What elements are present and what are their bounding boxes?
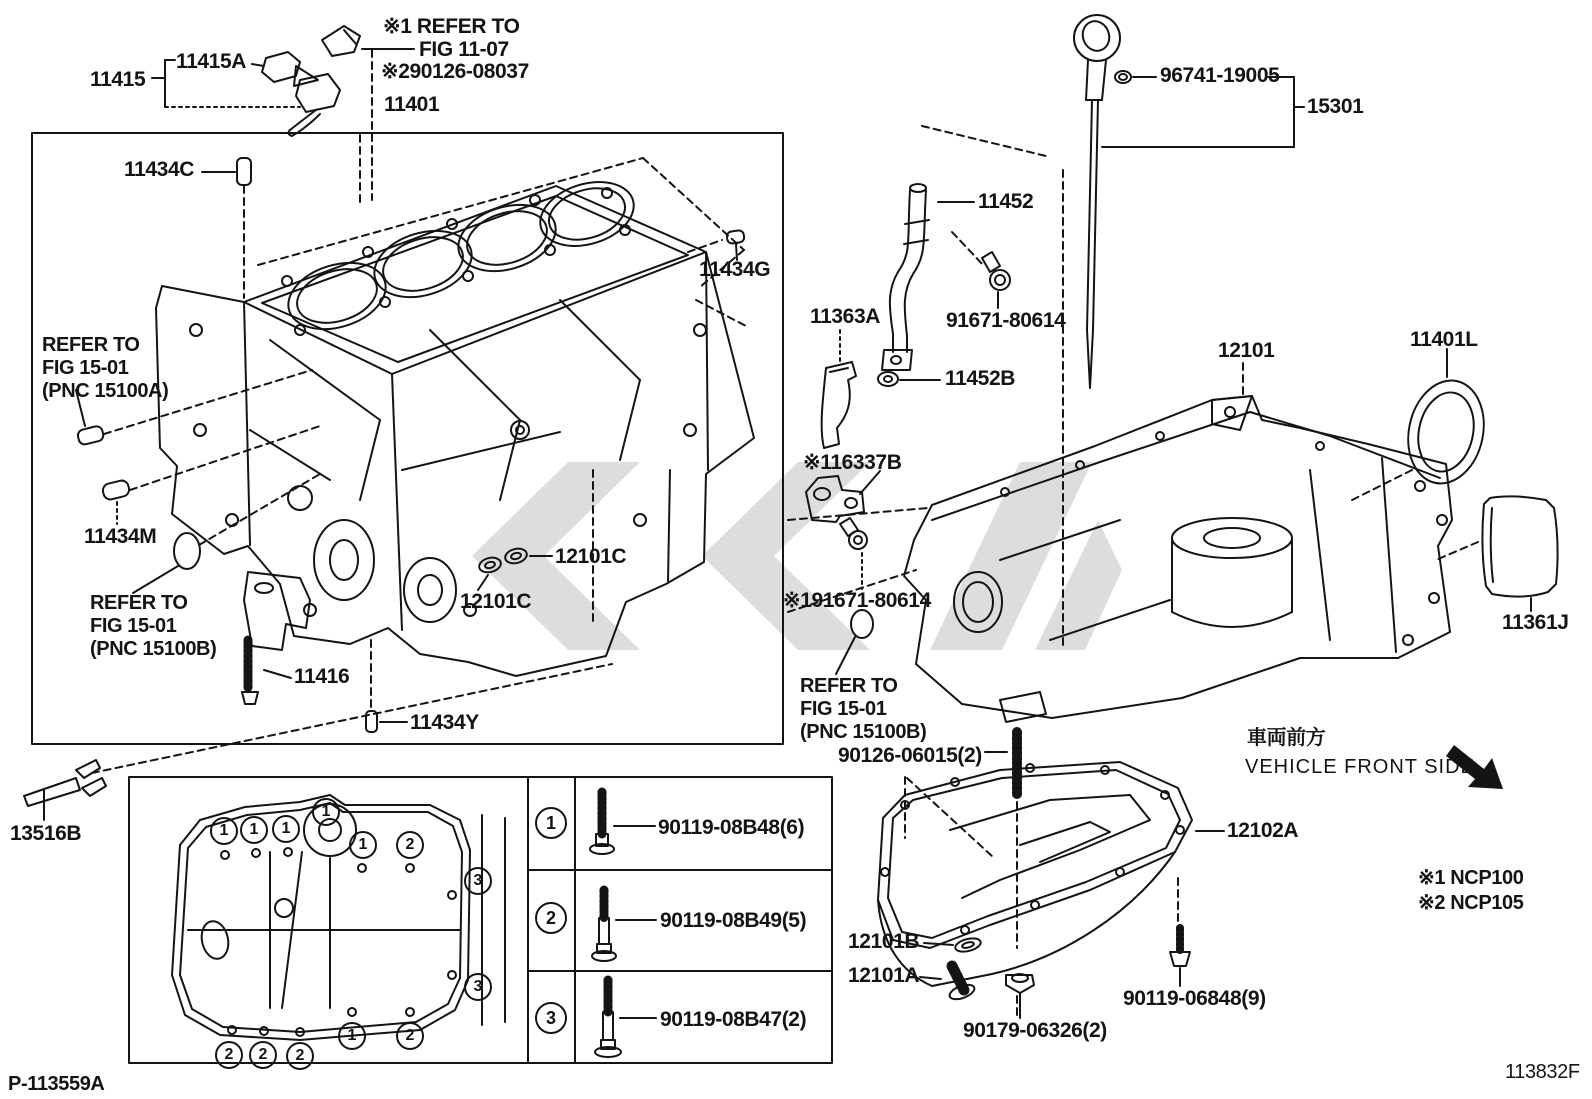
pan-bolt-marker: 2 — [286, 1042, 314, 1070]
refer-note-a-line1: REFER TO — [42, 334, 140, 356]
legend-index-2: 2 — [535, 902, 567, 934]
page-code-bottom-left: P-113559A — [8, 1073, 105, 1095]
pan-bolt-marker: 2 — [215, 1041, 243, 1069]
callout-12101: 12101 — [1218, 339, 1275, 362]
legend-bolt-3-icon — [595, 980, 656, 1057]
legend-index-3: 3 — [535, 1002, 567, 1034]
pan-bolt-marker: 1 — [240, 816, 268, 844]
callout-91671-80614: 91671-80614 — [946, 309, 1066, 332]
variant-note-ncp105: ※2 NCP105 — [1418, 892, 1524, 914]
note-refer-fig11-07-line1: ※1 REFER TO — [383, 15, 520, 38]
bolt-91671-icon — [982, 252, 1010, 308]
note-90126-08037: ※290126-08037 — [381, 60, 529, 83]
refer-note-c-line3: (PNC 15100B) — [800, 721, 927, 743]
callout-11361j: 11361J — [1502, 611, 1569, 634]
knock-sensor-icon — [262, 52, 318, 86]
refer-note-b-line2: FIG 15-01 — [90, 615, 177, 637]
fork-13516b-icon — [24, 760, 106, 820]
legend-part-1: 90119-08B48(6) — [658, 816, 805, 839]
callout-12101c-b: 12101C — [460, 590, 532, 613]
oring-96741-icon — [1115, 71, 1156, 83]
callout-96741-19005: 96741-19005 — [1160, 64, 1280, 87]
vehicle-front-label-en: VEHICLE FRONT SIDE — [1245, 756, 1475, 778]
dipstick-bracket-lines — [1102, 77, 1304, 147]
cylinder-block-art — [156, 171, 754, 676]
callout-11363a: 11363A — [810, 305, 881, 328]
pan-bolt-marker: 1 — [210, 817, 238, 845]
vehicle-front-label-jp: 車両前方 — [1247, 727, 1326, 749]
callout-11434y: 11434Y — [410, 711, 479, 734]
bolt-91671-note-icon — [840, 518, 867, 549]
callout-12101c-a: 12101C — [555, 545, 627, 568]
plug-11434c-icon — [202, 158, 251, 185]
plug-11434g-icon — [726, 230, 745, 260]
plug-11434y-icon — [366, 711, 407, 732]
refer-note-b-line3: (PNC 15100B) — [90, 638, 217, 660]
pan-bolt-marker: 3 — [464, 973, 492, 1001]
callout-12101b: 12101B — [848, 930, 920, 953]
callout-90179-06326: 90179-06326(2) — [963, 1019, 1107, 1042]
note-refer-fig11-07-line2: FIG 11-07 — [419, 38, 509, 61]
oil-tube-11452-icon — [882, 184, 974, 370]
refer-note-a-line3: (PNC 15100A) — [42, 380, 169, 402]
pan-bolt-marker: 1 — [349, 831, 377, 859]
pan-bolt-marker: 3 — [464, 867, 492, 895]
dipstick-15301-icon — [1074, 15, 1120, 388]
strap-11363a-icon — [822, 362, 856, 448]
pan-bolt-marker: 1 — [272, 815, 300, 843]
refer-note-c-line2: FIG 15-01 — [800, 698, 887, 720]
callout-15301: 15301 — [1307, 95, 1364, 118]
callout-91671-80614-note: ※191671-80614 — [783, 589, 931, 612]
legend-index-1: 1 — [535, 807, 567, 839]
callout-12102a: 12102A — [1227, 819, 1299, 842]
pan-bolt-marker: 2 — [396, 1022, 424, 1050]
callout-13516b: 13516B — [10, 822, 82, 845]
legend-part-3: 90119-08B47(2) — [660, 1008, 807, 1031]
refer-note-b-line1: REFER TO — [90, 592, 188, 614]
oring-11452b-icon — [878, 372, 940, 386]
oil-pressure-sensor-icon — [288, 74, 340, 136]
callout-11452b: 11452B — [945, 367, 1016, 390]
callout-11401l: 11401L — [1410, 328, 1478, 351]
callout-16337b: ※116337B — [803, 451, 902, 474]
callout-11434m: 11434M — [84, 525, 157, 548]
pan-bolt-marker: 1 — [312, 798, 340, 826]
figure-code-bottom-right: 113832F — [1505, 1061, 1580, 1083]
nut-90179-icon — [1006, 974, 1034, 1018]
variant-note-ncp100: ※1 NCP100 — [1418, 867, 1524, 889]
pan-bolt-marker: 2 — [396, 831, 424, 859]
callout-11416: 11416 — [294, 665, 350, 688]
callout-11434g: 11434G — [699, 258, 771, 281]
pan-bolt-marker: 2 — [249, 1041, 277, 1069]
bolt-90119-06848-icon — [1170, 928, 1190, 986]
callout-12101a: 12101A — [848, 964, 920, 987]
stud-90126-icon — [985, 732, 1017, 794]
legend-bolt-1-icon — [590, 792, 655, 854]
callout-90119-06848: 90119-06848(9) — [1123, 987, 1266, 1010]
callout-11452: 11452 — [978, 190, 1034, 213]
dowel-11434m-icon — [101, 479, 130, 501]
callout-11415: 11415 — [90, 68, 146, 91]
refer-note-a-line2: FIG 15-01 — [42, 357, 129, 379]
callout-11434c: 11434C — [124, 158, 195, 181]
callout-90126-06015: 90126-06015(2) — [838, 744, 982, 767]
legend-bolt-2-icon — [592, 890, 656, 961]
callout-11401: 11401 — [384, 93, 440, 116]
callout-11415a: 11415A — [176, 50, 247, 73]
refer-note-c-line1: REFER TO — [800, 675, 898, 697]
cover-11361j-icon — [1482, 496, 1557, 611]
pan-bolt-marker: 1 — [338, 1022, 366, 1050]
legend-part-2: 90119-08B49(5) — [660, 909, 807, 932]
